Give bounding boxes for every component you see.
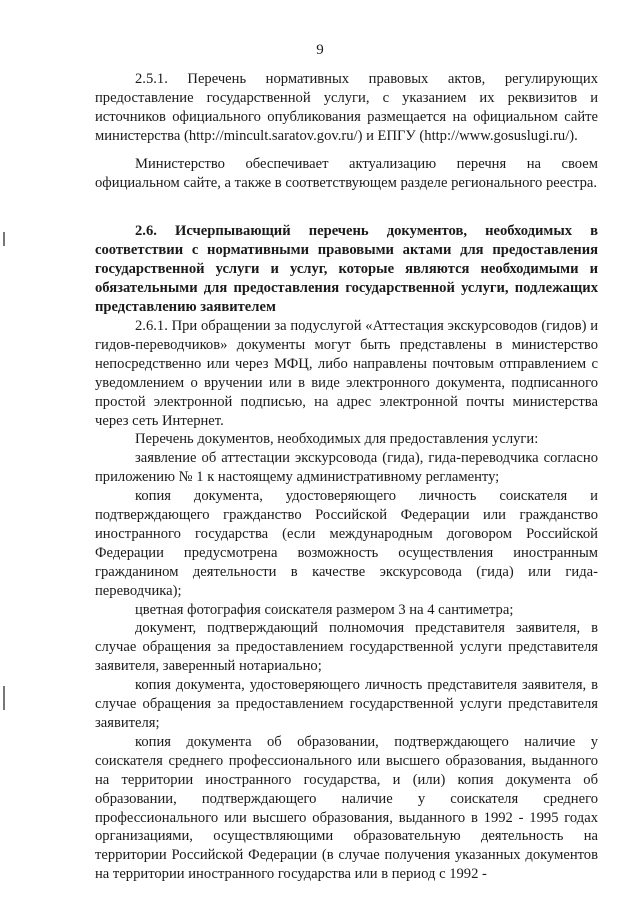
list-item-education-document: копия документа об образовании, подтверждающего наличие у соискателя среднего профессионального или высшего образования, выданного на территории иностранного государства, и (или) копия документа об образовании, подтверждающего наличие у соискателя среднего профессионального или высшего образования, выданного в 1992 - 1995 годах организациями, осуществляющими образовательную деятельность на территории Российской Федерации (в случае получения указанных документов на территории иностранного государства или в период с 1992 -: [95, 733, 598, 883]
section-heading-2-6: 2.6. Исчерпывающий перечень документов, необходимых в соответствии с нормативными правовыми актами для предоставления государственной услуги и услуг, которые являются необходимыми и обязательными для предоставления государственной услуги, подлежащих представлению заявителем: [95, 223, 598, 316]
paragraph-2-5-1: 2.5.1. Перечень нормативных правовых актов, регулирующих предоставление государственной услуги, с указанием их реквизитов и источников официального опубликования размещается на официальном сайте министерства (http://mincult.saratov.gov.ru/) и ЕПГУ (http://www.gosuslugi.ru/).: [95, 71, 598, 144]
scan-edge-mark: [3, 232, 5, 246]
list-item-power-of-attorney: документ, подтверждающий полномочия представителя заявителя, в случае обращения за предоставлением государственной услуги представителя заявителя, заверенный нотариально;: [95, 620, 598, 675]
document-list-intro: Перечень документов, необходимых для предоставления услуги:: [135, 431, 539, 448]
paragraph-2-6-1: 2.6.1. При обращении за подуслугой «Аттестация экскурсоводов (гидов) и гидов-переводчиков» документы могут быть представлены в министерство непосредственно или через МФЦ, либо направлены почтовым отправлением с уведомлением о вручении или в виде электронного документа, подписанного простой электронной подписью, на адрес электронной почты министерства через сеть Интернет.: [95, 317, 598, 429]
list-item-identity-copy: копия документа, удостоверяющего личность соискателя и подтверждающего гражданство Российской Федерации или гражданство иностранного государства (если международным договором Российской Федерации предусмотрена возможность осуществления иностранным гражданином деятельности в качестве экскурсовода (гида) или гида-переводчика);: [95, 488, 598, 599]
scan-edge-mark: [3, 686, 5, 710]
list-item-application: заявление об аттестации экскурсовода (гида), гида-переводчика согласно приложению № 1 к настоящему административному регламенту;: [95, 450, 598, 486]
list-item-photo: цветная фотография соискателя размером 3 на 4 сантиметра;: [135, 601, 514, 618]
paragraph-ministry-updates: Министерство обеспечивает актуализацию перечня на своем официальном сайте, а также в соответствующем разделе регионального реестра.: [95, 155, 598, 191]
list-item-representative-id: копия документа, удостоверяющего личность представителя заявителя, в случае обращения за предоставлением государственной услуги представителя заявителя;: [95, 677, 598, 731]
page-number: 9: [316, 42, 324, 58]
document-body: [95, 70, 598, 884]
